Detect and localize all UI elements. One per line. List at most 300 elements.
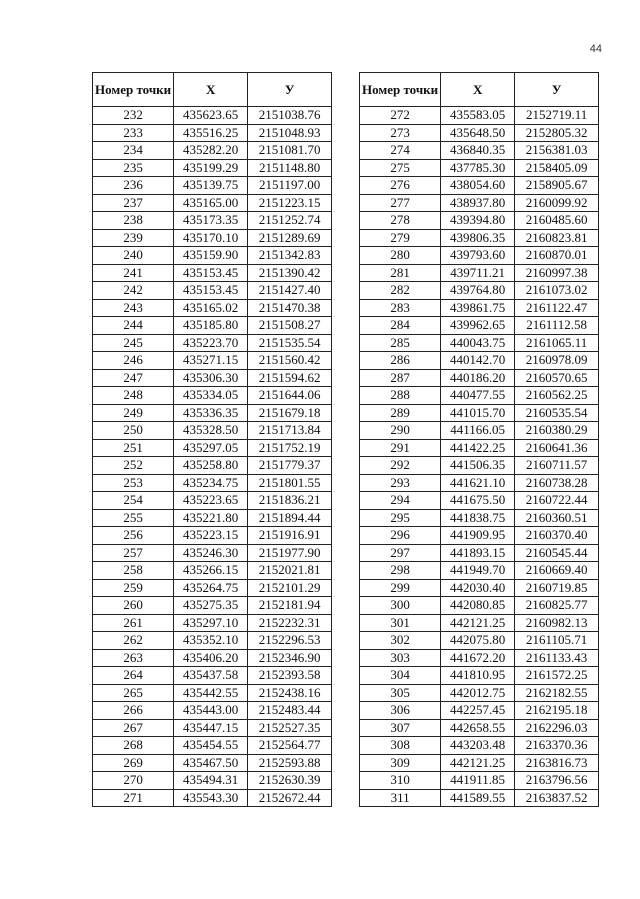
table-row	[93, 369, 332, 387]
y-coordinate-cell: 2163796.56	[515, 772, 599, 790]
point-number-cell: 234	[93, 142, 174, 160]
table-row	[93, 317, 332, 335]
point-number-cell: 290	[360, 422, 441, 440]
table-row	[93, 789, 332, 807]
table-row	[360, 597, 599, 615]
table-row	[93, 107, 332, 125]
x-coordinate-cell: 435185.80	[174, 317, 248, 335]
table-row	[93, 124, 332, 142]
x-coordinate-cell: 442012.75	[441, 684, 515, 702]
point-number-cell: 301	[360, 614, 441, 632]
x-coordinate-cell: 435336.35	[174, 404, 248, 422]
point-number-cell: 307	[360, 719, 441, 737]
x-coordinate-cell: 435264.75	[174, 579, 248, 597]
x-coordinate-cell: 441166.05	[441, 422, 515, 440]
y-coordinate-cell: 2152672.44	[248, 789, 332, 807]
y-coordinate-cell: 2161073.02	[515, 282, 599, 300]
y-coordinate-cell: 2161065.11	[515, 334, 599, 352]
table-row	[93, 264, 332, 282]
point-number-cell: 279	[360, 229, 441, 247]
point-number-cell: 283	[360, 299, 441, 317]
table-row	[93, 684, 332, 702]
point-number-cell: 232	[93, 107, 174, 125]
point-number-cell: 309	[360, 754, 441, 772]
point-number-cell: 288	[360, 387, 441, 405]
x-coordinate-cell: 435271.15	[174, 352, 248, 370]
header-y: У	[515, 73, 599, 107]
table-row	[93, 334, 332, 352]
x-coordinate-cell: 435648.50	[441, 124, 515, 142]
y-coordinate-cell: 2160823.81	[515, 229, 599, 247]
y-coordinate-cell: 2151048.93	[248, 124, 332, 142]
point-number-cell: 294	[360, 492, 441, 510]
y-coordinate-cell: 2152296.53	[248, 632, 332, 650]
x-coordinate-cell: 442257.45	[441, 702, 515, 720]
y-coordinate-cell: 2160380.29	[515, 422, 599, 440]
y-coordinate-cell: 2161122.47	[515, 299, 599, 317]
x-coordinate-cell: 435223.70	[174, 334, 248, 352]
x-coordinate-cell: 441675.50	[441, 492, 515, 510]
point-number-cell: 276	[360, 177, 441, 195]
x-coordinate-cell: 440142.70	[441, 352, 515, 370]
y-coordinate-cell: 2162296.03	[515, 719, 599, 737]
table-row	[93, 737, 332, 755]
coordinates-table-right-body	[360, 107, 599, 807]
x-coordinate-cell: 442121.25	[441, 754, 515, 772]
x-coordinate-cell: 435297.05	[174, 439, 248, 457]
x-coordinate-cell: 437785.30	[441, 159, 515, 177]
y-coordinate-cell: 2161112.58	[515, 317, 599, 335]
table-row	[360, 737, 599, 755]
y-coordinate-cell: 2151223.15	[248, 194, 332, 212]
x-coordinate-cell: 439962.65	[441, 317, 515, 335]
x-coordinate-cell: 435153.45	[174, 282, 248, 300]
point-number-cell: 261	[93, 614, 174, 632]
x-coordinate-cell: 439394.80	[441, 212, 515, 230]
point-number-cell: 275	[360, 159, 441, 177]
table-row	[360, 544, 599, 562]
y-coordinate-cell: 2152805.32	[515, 124, 599, 142]
table-row	[360, 212, 599, 230]
point-number-cell: 257	[93, 544, 174, 562]
table-row	[360, 404, 599, 422]
y-coordinate-cell: 2152232.31	[248, 614, 332, 632]
y-coordinate-cell: 2151594.62	[248, 369, 332, 387]
table-row	[360, 282, 599, 300]
y-coordinate-cell: 2151977.90	[248, 544, 332, 562]
y-coordinate-cell: 2160641.36	[515, 439, 599, 457]
x-coordinate-cell: 442030.40	[441, 579, 515, 597]
y-coordinate-cell: 2151342.83	[248, 247, 332, 265]
x-coordinate-cell: 441810.95	[441, 667, 515, 685]
table-row	[360, 474, 599, 492]
x-coordinate-cell: 439793.60	[441, 247, 515, 265]
table-row	[360, 702, 599, 720]
point-number-cell: 272	[360, 107, 441, 125]
point-number-cell: 250	[93, 422, 174, 440]
y-coordinate-cell: 2152483.44	[248, 702, 332, 720]
table-row	[93, 422, 332, 440]
point-number-cell: 253	[93, 474, 174, 492]
table-row	[93, 614, 332, 632]
y-coordinate-cell: 2151916.91	[248, 527, 332, 545]
point-number-cell: 249	[93, 404, 174, 422]
point-number-cell: 235	[93, 159, 174, 177]
table-row	[360, 387, 599, 405]
x-coordinate-cell: 440477.55	[441, 387, 515, 405]
x-coordinate-cell: 435234.75	[174, 474, 248, 492]
y-coordinate-cell: 2152719.11	[515, 107, 599, 125]
header-point-number: Номер точки	[93, 73, 174, 107]
point-number-cell: 300	[360, 597, 441, 615]
table-row	[360, 177, 599, 195]
point-number-cell: 233	[93, 124, 174, 142]
x-coordinate-cell: 435306.30	[174, 369, 248, 387]
x-coordinate-cell: 443203.48	[441, 737, 515, 755]
x-coordinate-cell: 438937.80	[441, 194, 515, 212]
y-coordinate-cell: 2160535.54	[515, 404, 599, 422]
x-coordinate-cell: 435165.00	[174, 194, 248, 212]
point-number-cell: 248	[93, 387, 174, 405]
table-row	[360, 107, 599, 125]
table-row	[360, 772, 599, 790]
table-row	[93, 177, 332, 195]
x-coordinate-cell: 441422.25	[441, 439, 515, 457]
x-coordinate-cell: 441506.35	[441, 457, 515, 475]
table-row	[93, 299, 332, 317]
table-row	[93, 772, 332, 790]
x-coordinate-cell: 435516.25	[174, 124, 248, 142]
table-row	[93, 387, 332, 405]
point-number-cell: 269	[93, 754, 174, 772]
table-row	[93, 579, 332, 597]
point-number-cell: 242	[93, 282, 174, 300]
x-coordinate-cell: 435258.80	[174, 457, 248, 475]
table-row	[93, 667, 332, 685]
table-row	[93, 544, 332, 562]
y-coordinate-cell: 2161105.71	[515, 632, 599, 650]
y-coordinate-cell: 2152438.16	[248, 684, 332, 702]
y-coordinate-cell: 2152630.39	[248, 772, 332, 790]
y-coordinate-cell: 2151836.21	[248, 492, 332, 510]
point-number-cell: 285	[360, 334, 441, 352]
y-coordinate-cell: 2160719.85	[515, 579, 599, 597]
y-coordinate-cell: 2151390.42	[248, 264, 332, 282]
table-row	[93, 492, 332, 510]
y-coordinate-cell: 2160570.65	[515, 369, 599, 387]
point-number-cell: 306	[360, 702, 441, 720]
y-coordinate-cell: 2158905.67	[515, 177, 599, 195]
y-coordinate-cell: 2156381.03	[515, 142, 599, 160]
point-number-cell: 237	[93, 194, 174, 212]
point-number-cell: 292	[360, 457, 441, 475]
coordinates-table-left-body	[93, 107, 332, 807]
x-coordinate-cell: 442121.25	[441, 614, 515, 632]
table-row	[360, 142, 599, 160]
y-coordinate-cell: 2160370.40	[515, 527, 599, 545]
y-coordinate-cell: 2151535.54	[248, 334, 332, 352]
x-coordinate-cell: 435583.05	[441, 107, 515, 125]
x-coordinate-cell: 435223.65	[174, 492, 248, 510]
y-coordinate-cell: 2152181.94	[248, 597, 332, 615]
point-number-cell: 302	[360, 632, 441, 650]
x-coordinate-cell: 435223.15	[174, 527, 248, 545]
table-row	[360, 264, 599, 282]
point-number-cell: 247	[93, 369, 174, 387]
x-coordinate-cell: 435139.75	[174, 177, 248, 195]
point-number-cell: 254	[93, 492, 174, 510]
coordinates-table-left	[92, 72, 332, 807]
y-coordinate-cell: 2151752.19	[248, 439, 332, 457]
point-number-cell: 305	[360, 684, 441, 702]
x-coordinate-cell: 435494.31	[174, 772, 248, 790]
table-row	[360, 632, 599, 650]
point-number-cell: 243	[93, 299, 174, 317]
point-number-cell: 303	[360, 649, 441, 667]
point-number-cell: 256	[93, 527, 174, 545]
y-coordinate-cell: 2160711.57	[515, 457, 599, 475]
point-number-cell: 299	[360, 579, 441, 597]
table-row	[360, 649, 599, 667]
x-coordinate-cell: 441838.75	[441, 509, 515, 527]
point-number-cell: 282	[360, 282, 441, 300]
y-coordinate-cell: 2160722.44	[515, 492, 599, 510]
x-coordinate-cell: 435447.15	[174, 719, 248, 737]
y-coordinate-cell: 2151508.27	[248, 317, 332, 335]
y-coordinate-cell: 2151560.42	[248, 352, 332, 370]
point-number-cell: 238	[93, 212, 174, 230]
point-number-cell: 255	[93, 509, 174, 527]
y-coordinate-cell: 2151470.38	[248, 299, 332, 317]
y-coordinate-cell: 2160978.09	[515, 352, 599, 370]
point-number-cell: 267	[93, 719, 174, 737]
y-coordinate-cell: 2160738.28	[515, 474, 599, 492]
table-row	[93, 649, 332, 667]
header-y: У	[248, 73, 332, 107]
y-coordinate-cell: 2160982.13	[515, 614, 599, 632]
x-coordinate-cell: 441909.95	[441, 527, 515, 545]
point-number-cell: 236	[93, 177, 174, 195]
x-coordinate-cell: 435282.20	[174, 142, 248, 160]
table-row	[360, 352, 599, 370]
point-number-cell: 239	[93, 229, 174, 247]
table-row	[360, 317, 599, 335]
point-number-cell: 252	[93, 457, 174, 475]
table-row	[93, 474, 332, 492]
y-coordinate-cell: 2160562.25	[515, 387, 599, 405]
y-coordinate-cell: 2160099.92	[515, 194, 599, 212]
x-coordinate-cell: 435297.10	[174, 614, 248, 632]
point-number-cell: 278	[360, 212, 441, 230]
table-row	[93, 439, 332, 457]
point-number-cell: 274	[360, 142, 441, 160]
table-row	[360, 667, 599, 685]
point-number-cell: 260	[93, 597, 174, 615]
y-coordinate-cell: 2151779.37	[248, 457, 332, 475]
table-row	[360, 684, 599, 702]
y-coordinate-cell: 2151713.84	[248, 422, 332, 440]
y-coordinate-cell: 2152564.77	[248, 737, 332, 755]
point-number-cell: 280	[360, 247, 441, 265]
x-coordinate-cell: 435467.50	[174, 754, 248, 772]
page-number: 44	[589, 43, 602, 55]
x-coordinate-cell: 441015.70	[441, 404, 515, 422]
y-coordinate-cell: 2151081.70	[248, 142, 332, 160]
x-coordinate-cell: 439861.75	[441, 299, 515, 317]
x-coordinate-cell: 441621.10	[441, 474, 515, 492]
point-number-cell: 291	[360, 439, 441, 457]
x-coordinate-cell: 435173.35	[174, 212, 248, 230]
table-row	[360, 247, 599, 265]
table-row	[360, 527, 599, 545]
point-number-cell: 259	[93, 579, 174, 597]
y-coordinate-cell: 2152393.58	[248, 667, 332, 685]
x-coordinate-cell: 439711.21	[441, 264, 515, 282]
y-coordinate-cell: 2151801.55	[248, 474, 332, 492]
point-number-cell: 311	[360, 789, 441, 807]
x-coordinate-cell: 439806.35	[441, 229, 515, 247]
y-coordinate-cell: 2152346.90	[248, 649, 332, 667]
x-coordinate-cell: 442080.85	[441, 597, 515, 615]
point-number-cell: 281	[360, 264, 441, 282]
x-coordinate-cell: 435334.05	[174, 387, 248, 405]
y-coordinate-cell: 2161572.25	[515, 667, 599, 685]
x-coordinate-cell: 441949.70	[441, 562, 515, 580]
x-coordinate-cell: 442658.55	[441, 719, 515, 737]
y-coordinate-cell: 2161133.43	[515, 649, 599, 667]
table-row	[93, 352, 332, 370]
point-number-cell: 287	[360, 369, 441, 387]
header-x: Х	[441, 73, 515, 107]
y-coordinate-cell: 2151427.40	[248, 282, 332, 300]
table-row	[93, 702, 332, 720]
x-coordinate-cell: 435352.10	[174, 632, 248, 650]
point-number-cell: 277	[360, 194, 441, 212]
table-row	[93, 212, 332, 230]
table-row	[360, 614, 599, 632]
x-coordinate-cell: 435443.00	[174, 702, 248, 720]
x-coordinate-cell: 435170.10	[174, 229, 248, 247]
x-coordinate-cell: 435153.45	[174, 264, 248, 282]
x-coordinate-cell: 440043.75	[441, 334, 515, 352]
table-row	[93, 719, 332, 737]
table-row	[360, 422, 599, 440]
x-coordinate-cell: 435221.80	[174, 509, 248, 527]
y-coordinate-cell: 2160545.44	[515, 544, 599, 562]
y-coordinate-cell: 2152527.35	[248, 719, 332, 737]
y-coordinate-cell: 2160997.38	[515, 264, 599, 282]
point-number-cell: 244	[93, 317, 174, 335]
point-number-cell: 246	[93, 352, 174, 370]
point-number-cell: 284	[360, 317, 441, 335]
x-coordinate-cell: 435437.58	[174, 667, 248, 685]
x-coordinate-cell: 441589.55	[441, 789, 515, 807]
x-coordinate-cell: 441893.15	[441, 544, 515, 562]
point-number-cell: 310	[360, 772, 441, 790]
table-row	[93, 562, 332, 580]
point-number-cell: 293	[360, 474, 441, 492]
table-row	[360, 229, 599, 247]
point-number-cell: 266	[93, 702, 174, 720]
table-row	[360, 334, 599, 352]
table-row	[93, 142, 332, 160]
table-row	[360, 754, 599, 772]
y-coordinate-cell: 2151252.74	[248, 212, 332, 230]
y-coordinate-cell: 2152101.29	[248, 579, 332, 597]
x-coordinate-cell: 435406.20	[174, 649, 248, 667]
point-number-cell: 270	[93, 772, 174, 790]
x-coordinate-cell: 435246.30	[174, 544, 248, 562]
point-number-cell: 241	[93, 264, 174, 282]
x-coordinate-cell: 435623.65	[174, 107, 248, 125]
x-coordinate-cell: 435328.50	[174, 422, 248, 440]
point-number-cell: 264	[93, 667, 174, 685]
y-coordinate-cell: 2151148.80	[248, 159, 332, 177]
point-number-cell: 265	[93, 684, 174, 702]
table-row	[93, 247, 332, 265]
y-coordinate-cell: 2163837.52	[515, 789, 599, 807]
table-row	[360, 562, 599, 580]
table-row	[360, 719, 599, 737]
table-row	[360, 194, 599, 212]
table-row	[93, 229, 332, 247]
y-coordinate-cell: 2163370.36	[515, 737, 599, 755]
x-coordinate-cell: 439764.80	[441, 282, 515, 300]
header-point-number: Номер точки	[360, 73, 441, 107]
x-coordinate-cell: 435159.90	[174, 247, 248, 265]
point-number-cell: 296	[360, 527, 441, 545]
table-row	[93, 404, 332, 422]
y-coordinate-cell: 2160669.40	[515, 562, 599, 580]
x-coordinate-cell: 435454.55	[174, 737, 248, 755]
y-coordinate-cell: 2152021.81	[248, 562, 332, 580]
point-number-cell: 308	[360, 737, 441, 755]
y-coordinate-cell: 2151644.06	[248, 387, 332, 405]
x-coordinate-cell: 435275.35	[174, 597, 248, 615]
point-number-cell: 268	[93, 737, 174, 755]
table-row	[93, 509, 332, 527]
y-coordinate-cell: 2163816.73	[515, 754, 599, 772]
y-coordinate-cell: 2160825.77	[515, 597, 599, 615]
y-coordinate-cell: 2160360.51	[515, 509, 599, 527]
y-coordinate-cell: 2162195.18	[515, 702, 599, 720]
table-row	[93, 282, 332, 300]
x-coordinate-cell: 435543.30	[174, 789, 248, 807]
point-number-cell: 286	[360, 352, 441, 370]
table-row	[93, 527, 332, 545]
table-header-row	[360, 73, 599, 107]
y-coordinate-cell: 2152593.88	[248, 754, 332, 772]
point-number-cell: 258	[93, 562, 174, 580]
x-coordinate-cell: 435199.29	[174, 159, 248, 177]
y-coordinate-cell: 2151894.44	[248, 509, 332, 527]
x-coordinate-cell: 440186.20	[441, 369, 515, 387]
table-header-row	[93, 73, 332, 107]
table-row	[93, 597, 332, 615]
table-row	[360, 159, 599, 177]
y-coordinate-cell: 2151289.69	[248, 229, 332, 247]
x-coordinate-cell: 441672.20	[441, 649, 515, 667]
point-number-cell: 251	[93, 439, 174, 457]
table-row	[360, 369, 599, 387]
y-coordinate-cell: 2160485.60	[515, 212, 599, 230]
header-x: Х	[174, 73, 248, 107]
table-row	[360, 492, 599, 510]
table-row	[360, 789, 599, 807]
x-coordinate-cell: 435442.55	[174, 684, 248, 702]
point-number-cell: 298	[360, 562, 441, 580]
y-coordinate-cell: 2160870.01	[515, 247, 599, 265]
